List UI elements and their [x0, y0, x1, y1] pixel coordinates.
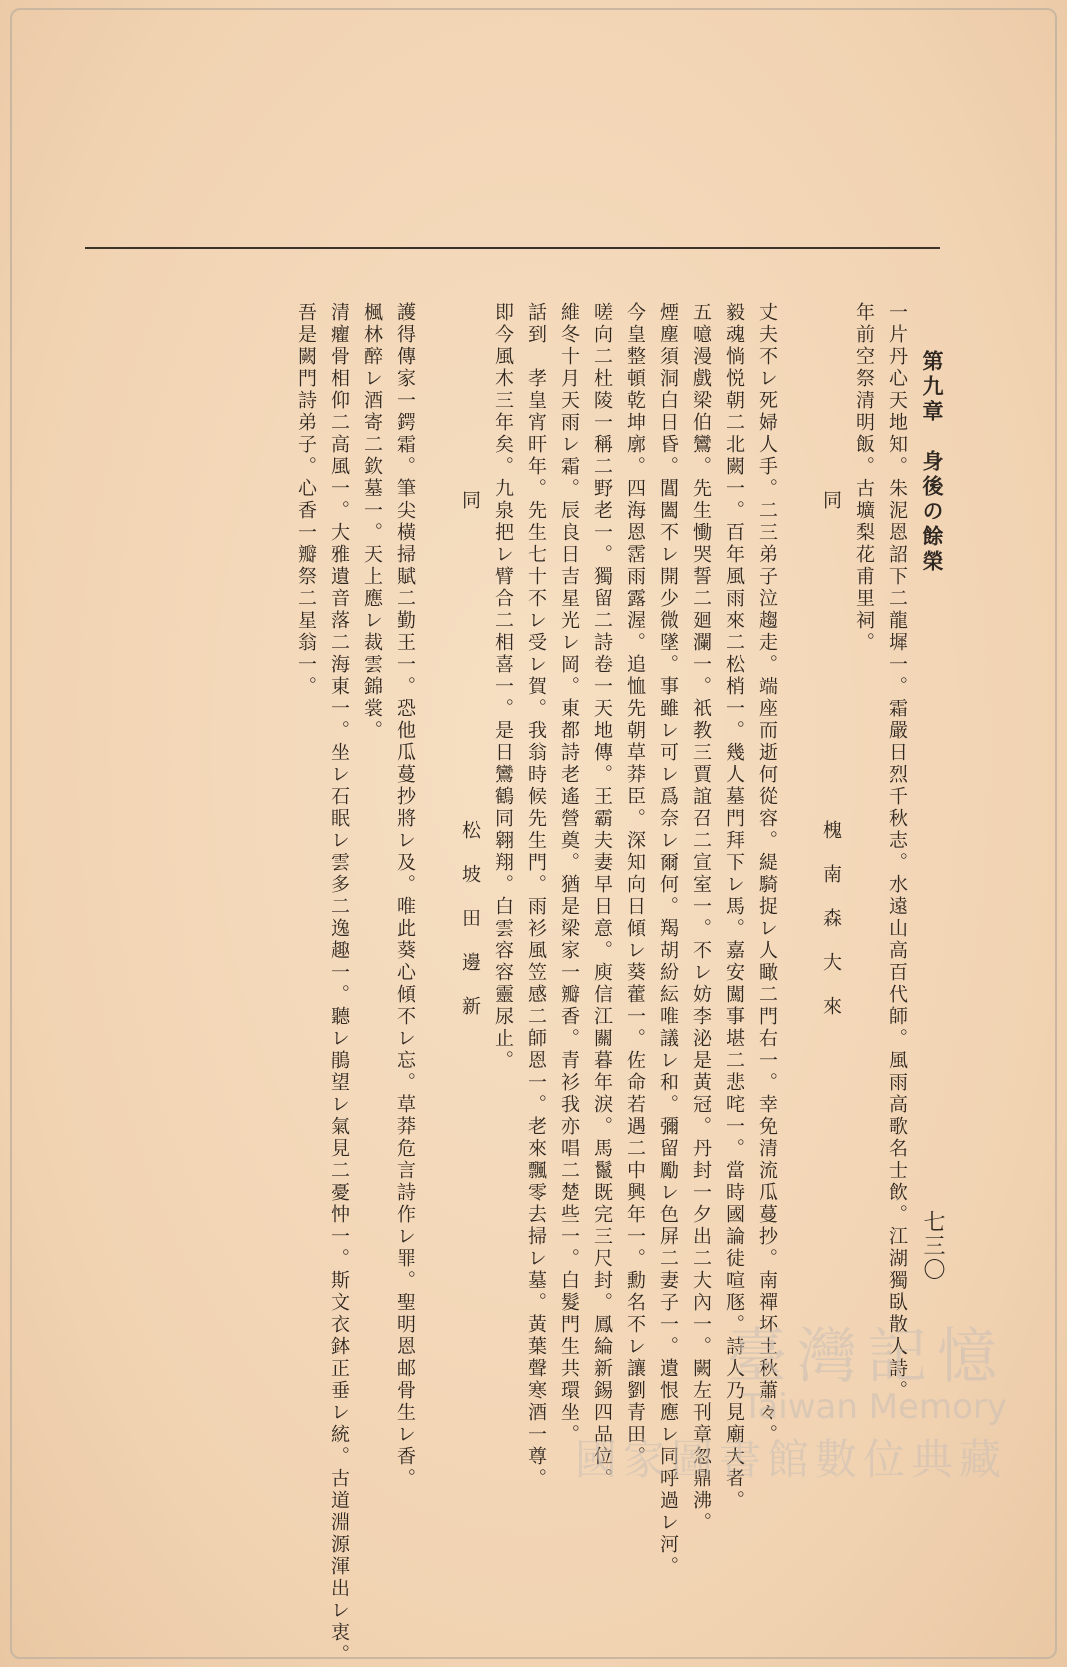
watermark-library: 國家圖書館數位典藏 — [574, 1435, 1007, 1484]
poem-line: 楓林醉レ酒寄二欽墓一。天上應レ裁雲錦裳。 — [361, 302, 383, 742]
page-number: 七三〇 — [920, 1210, 945, 1282]
poem-line: 毅魂惝悦朝二北闕一。百年風雨來二松梢一。幾人墓門拜下レ馬。嘉安闖事堪二悲咤一。當時國論徒喧豗。詩人乃見廟大者。 — [723, 302, 745, 1512]
poem-line: 清癯骨相仰二高風一。大雅遺音落二海東一。坐レ石眠レ雲多二逸趣一。聽レ鵑望レ氣見二憂忡一。斯文衣鉢正垂レ統。古道淵源渾出レ衷。 — [328, 302, 350, 1666]
poem-line: 丈夫不レ死婦人手。二三弟子泣趨走。端座而逝何從容。緹騎捉レ人瞰二門右一。幸免清流瓜蔓抄。南禪坏土秋蕭々。 — [756, 302, 778, 1446]
poem-line: 煙塵須洞白日昏。閶闔不レ開少微墜。事雖レ可レ爲奈レ爾何。羯胡紛紜唯議レ和。彌留勵レ色屏二妻子一。遺恨應レ同呼過レ河。 — [657, 302, 679, 1578]
poem-line: 維冬十月天雨レ霜。辰良日吉星光レ岡。東都詩老遙營奠。猶是梁家一瓣香。青衫我亦唱二楚些一。白髮門生共環坐。 — [558, 302, 580, 1446]
attribution-2: 同 松 坡 田 邊 新 — [459, 490, 481, 1018]
poem-line: 嗟向二杜陵一稱二野老一。獨留二詩卷一天地傳。王霸夫妻早日意。庾信江關暮年淚。馬鬣既完三尺封。鳳綸新錫四品位。 — [591, 302, 613, 1490]
poem-line: 五噫漫戲梁伯鸞。先生慟哭誓二廻瀾一。祇教三賈誼召二宣室一。不レ妨李泌是黃冠。丹封一夕出二大內一。闕左刊章忽鼎沸。 — [690, 302, 712, 1534]
watermark-english: Taiwan Memory — [742, 1387, 1007, 1427]
poem-line: 即今風木三年矣。九泉把レ臂合二相喜一。是日鸞鶴同翱翔。白雲容容靈尿止。 — [492, 302, 514, 1072]
poem-line: 一片丹心天地知。朱泥恩詔下二龍墀一。霜嚴日烈千秋志。水遠山高百代師。風雨高歌名士飲。江湖獨臥散人詩。 — [886, 302, 908, 1402]
watermark-logo-text: 臺灣記憶 — [727, 1322, 1007, 1392]
poem-line: 吾是闕門詩弟子。心香一瓣祭二星翁一。 — [295, 302, 317, 698]
library-watermark — [575, 1309, 1007, 1487]
poem-line: 年前空祭清明飯。古壙梨花甫里祠。 — [853, 302, 875, 654]
poem-line: 話到 孝皇宵旰年。先生七十不レ受レ賀。我翁時候先生門。雨衫風笠感二師恩一。老來飄零去掃レ墓。黃葉聲寒酒一尊。 — [525, 302, 547, 1490]
attribution-1: 同 槐 南 森 大 來 — [820, 490, 842, 1018]
chapter-header: 第九章 身後の餘榮 — [920, 350, 945, 575]
header-rule — [85, 247, 940, 249]
poem-line: 護得傳家一鍔霜。筆尖橫掃賦二勤王一。恐他瓜蔓抄將レ及。唯此葵心傾不レ忘。草莽危言詩作レ罪。聖明恩邮骨生レ香。 — [394, 302, 416, 1490]
poem-line: 今皇整頓乾坤廓。四海恩霑雨露渥。追恤先朝草莽臣。深知向日傾レ葵藿一。佐命若遇二中興年一。勳名不レ讓劉青田。 — [624, 302, 646, 1468]
